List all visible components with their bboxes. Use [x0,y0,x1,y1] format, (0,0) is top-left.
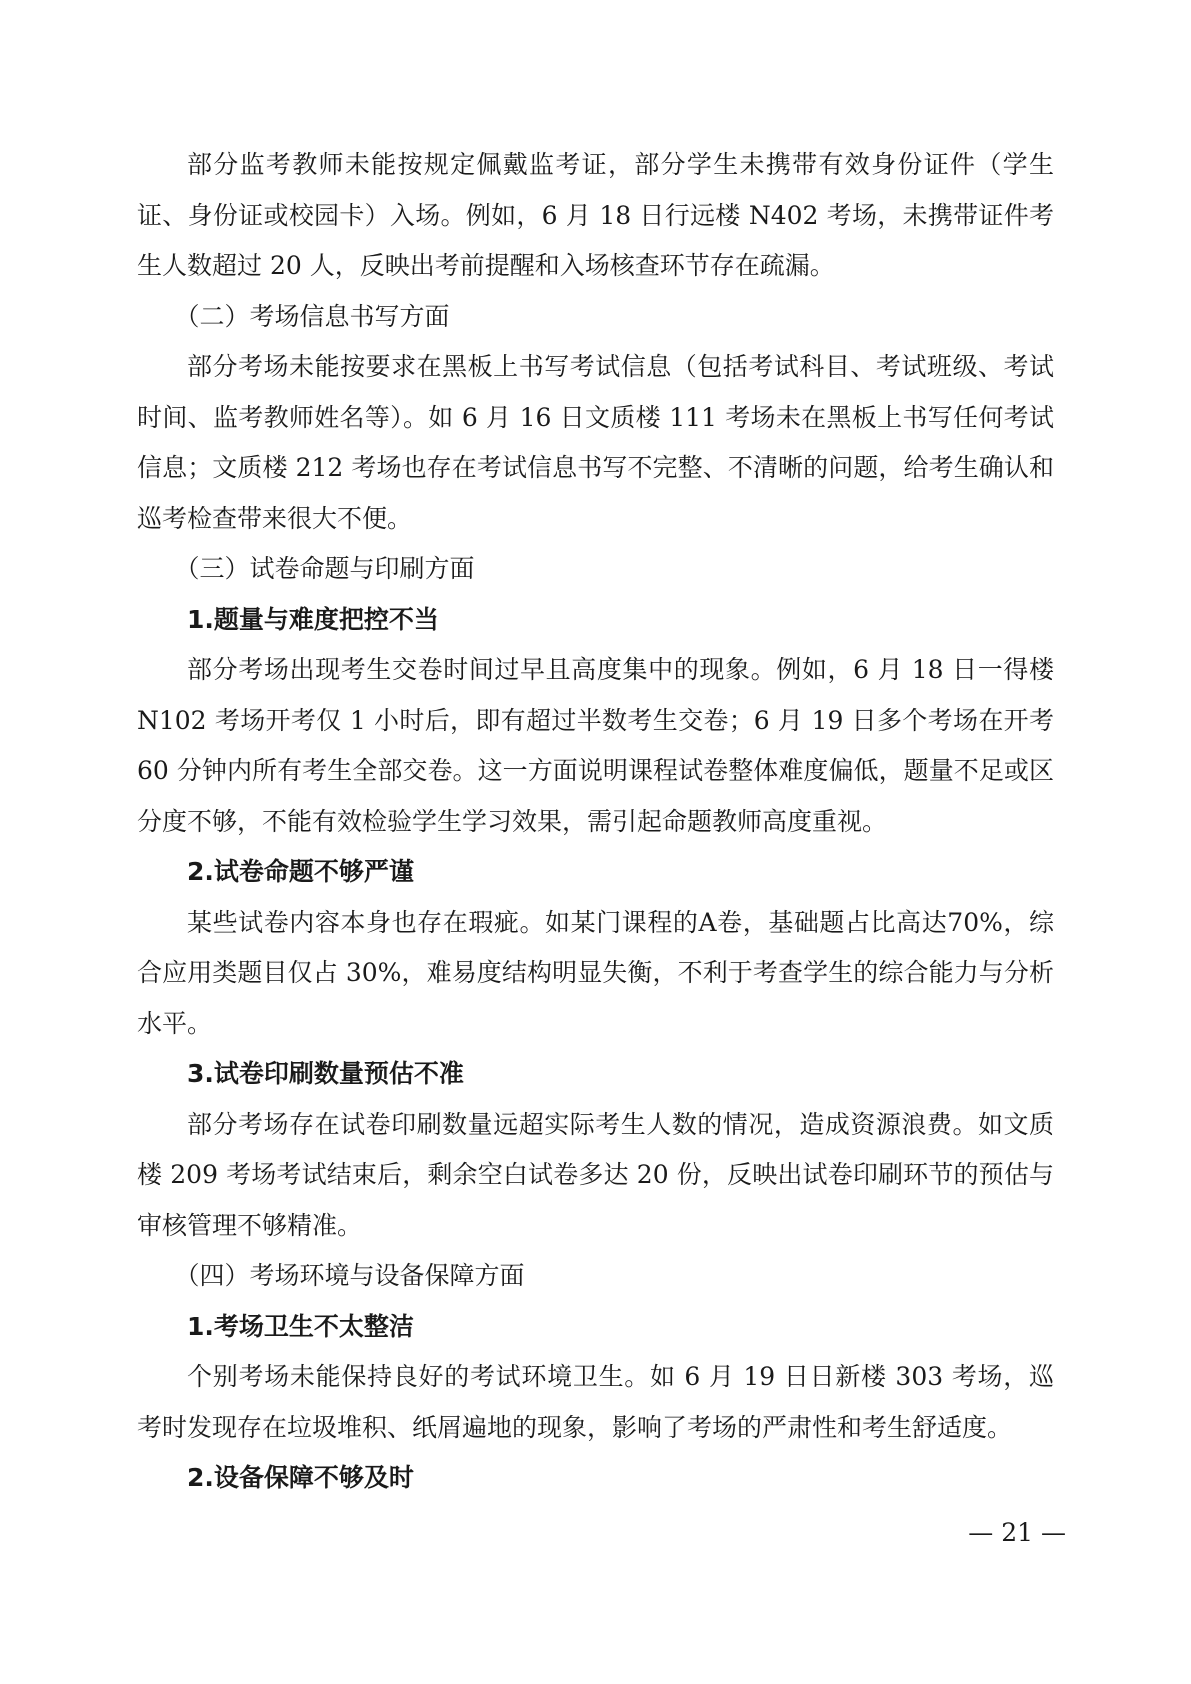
paragraph-print-quantity: 部分考场存在试卷印刷数量远超实际考生人数的情况，造成资源浪费。如文质楼 209 考场考试结束后，剩余空白试卷多达 20 份，反映出试卷印刷环节的预估与审核管理不够精准。 [137,1109,1054,1240]
subheading-rigor: 2.试卷命题不够严谨 [187,857,414,886]
subheading-equipment: 2.设备保障不够及时 [187,1463,414,1492]
subheading-hygiene: 1.考场卫生不太整洁 [187,1311,414,1341]
section-heading-exam-info: （二）考场信息书写方面 [174,301,450,331]
subheading-print-quantity: 3.试卷印刷数量预估不准 [187,1059,464,1088]
section-heading-environment: （四）考场环境与设备保障方面 [174,1261,525,1290]
paragraph-difficulty: 部分考场出现考生交卷时间过早且高度集中的现象。例如，6 月 18 日一得楼 N102 考场开考仅 1 小时后，即有超过半数考生交卷；6 月 19 日多个考场在开考 60 分钟内所有考生全部交卷。这一方面说明课程试卷整体难度偏低，题量不足或区分度不够，不能有效检验学生学习效果，需引起命题教师高度重视。 [137,655,1054,836]
paragraph-id-check: 部分监考教师未能按规定佩戴监考证，部分学生未携带有效身份证件（学生证、身份证或校园卡）入场。例如，6 月 18 日行远楼 N402 考场，未携带证件考生人数超过 20 人，反映出考前提醒和入场核查环节存在疏漏。 [137,150,1054,280]
paragraph-rigor: 某些试卷内容本身也存在瑕疵。如某门课程的A卷，基础题占比高达70%，综合应用类题目仅占 30%，难易度结构明显失衡，不利于考查学生的综合能力与分析水平。 [137,907,1054,1038]
paragraph-hygiene: 个别考场未能保持良好的考试环境卫生。如 6 月 19 日日新楼 303 考场，巡考时发现存在垃圾堆积、纸屑遍地的现象，影响了考场的严肃性和考生舒适度。 [137,1362,1054,1442]
paragraph-exam-info: 部分考场未能按要求在黑板上书写考试信息（包括考试科目、考试班级、考试时间、监考教师姓名等）。如 6 月 16 日文质楼 111 考场未在黑板上书写任何考试信息；文质楼 212 考场也存在考试信息书写不完整、不清晰的问题，给考生确认和巡考检查带来很大不便。 [137,352,1054,533]
page-number: — 21 — [968,1518,1066,1547]
section-heading-paper-printing: （三）试卷命题与印刷方面 [174,554,475,583]
document-body [137,140,1054,1504]
subheading-difficulty: 1.题量与难度把控不当 [187,604,439,634]
